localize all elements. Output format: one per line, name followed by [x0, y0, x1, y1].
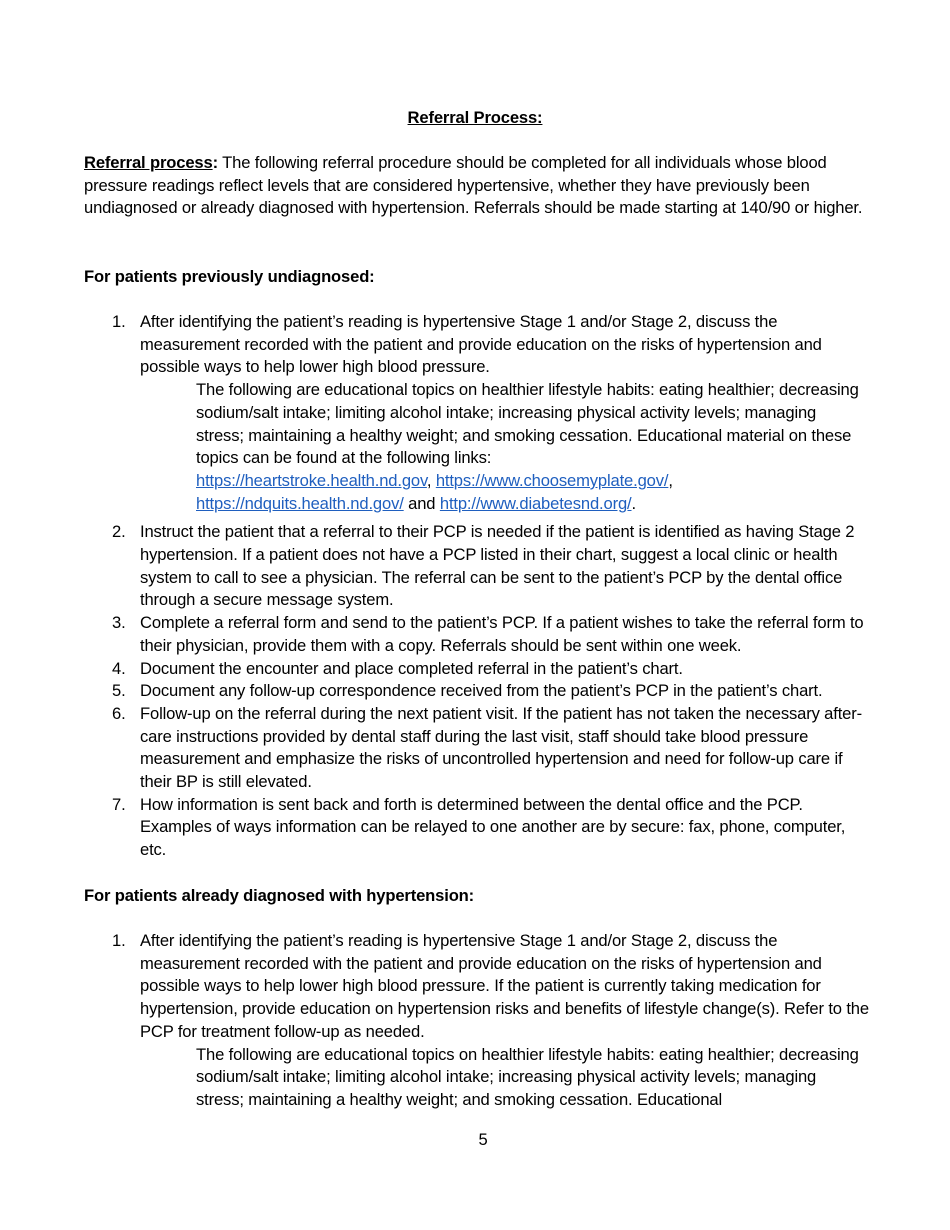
intro-paragraph: [84, 152, 874, 220]
educational-topics-paragraph: The following are educational topics on healthier lifestyle habits: eating healthier; decreasing sodium/salt intake; limiting alcohol intake; increasing physical activity levels; managing stress; maintaining a healthy weight; and smoking cessation. Educational: [196, 1044, 859, 1109]
list-item: 1. After identifying the patient’s reading is hypertensive Stage 1 and/or Stage 2, discuss the measurement recorded with the patient and provide education on the risks of hypertension and possible ways to help lower high blood pressure. The following are educational topics on healthier lifestyle habits: eating healthier; decreasing sodium/salt intake; limiting alcohol intake; increasing physical activity levels; managing stress; maintaining a healthy weight; and smoking cessation. Educational material on these topics can be found at the following links: https://heartstroke.health.nd.gov, https://www.choosemyplate.gov/, https://ndquits.health.nd.gov/ and http://www.diabetesnd.org/.: [112, 311, 872, 515]
list-item: 5. Document any follow-up correspondence received from the patient’s PCP in the patient’s chart.: [112, 681, 823, 701]
educational-topics-paragraph: The following are educational topics on healthier lifestyle habits: eating healthier; decreasing sodium/salt intake; limiting alcohol intake; increasing physical activity levels; managing stress; maintaining a healthy weight; and smoking cessation. Educational material on these topics can be found at the following links: https://heartstroke.health.nd.gov, https://www.choosemyplate.gov/, https://ndquits.health.nd.gov/ and http://www.diabetesnd.org/.: [196, 380, 859, 513]
diagnosed-steps-list: [112, 930, 872, 1112]
list-item: 6. Follow-up on the referral during the next patient visit. If the patient has not taken the necessary after-care instructions provided by dental staff during the last visit, staff should take blood pressure measurement and emphasize the risks of uncontrolled hypertension and need for follow-up care if their BP is still elevated.: [112, 703, 863, 792]
list-item: 4. Document the encounter and place completed referral in the patient’s chart.: [112, 658, 683, 678]
undiagnosed-steps-list: [112, 311, 872, 862]
list-item: 2. Instruct the patient that a referral to their PCP is needed if the patient is identified as having Stage 2 hypertension. If a patient does not have a PCP listed in their chart, suggest a local clinic or health system to call to see a physician. The referral can be sent to the patient’s PCP by the dental office through a secure message system.: [112, 522, 855, 610]
section-heading-diagnosed: For patients already diagnosed with hypertension:: [84, 886, 475, 905]
list-item: 7. How information is sent back and forth is determined between the dental office and the PCP. Examples of ways information can be relayed to one another are by secure: fax, phone, computer, etc.: [112, 794, 846, 860]
intro-lead: Referral process:: [84, 153, 218, 172]
section-heading-undiagnosed: For patients previously undiagnosed:: [84, 267, 375, 286]
link-ndquits[interactable]: https://ndquits.health.nd.gov/: [196, 493, 404, 513]
link-heartstroke[interactable]: https://heartstroke.health.nd.gov: [196, 470, 427, 490]
link-diabetesnd[interactable]: http://www.diabetesnd.org/: [439, 493, 632, 513]
list-item: 3. Complete a referral form and send to the patient’s PCP. If a patient wishes to take the referral form to their physician, provide them with a copy. Referrals should be sent within one week.: [112, 613, 864, 655]
page-title: Referral Process:: [407, 108, 543, 127]
link-choosemyplate[interactable]: https://www.choosemyplate.gov/: [435, 470, 669, 490]
list-item: 1. After identifying the patient’s reading is hypertensive Stage 1 and/or Stage 2, discuss the measurement recorded with the patient and provide education on the risks of hypertension and possible ways to help lower high blood pressure. If the patient is currently taking medication for hypertension, provide education on hypertension risks and benefits of lifestyle change(s). Refer to the PCP for treatment follow-up as needed. The following are educational topics on healthier lifestyle habits: eating healthier; decreasing sodium/salt intake; limiting alcohol intake; increasing physical activity levels; managing stress; maintaining a healthy weight; and smoking cessation. Educational: [112, 930, 872, 1112]
intro-text: The following referral procedure should be completed for all individuals whose blood pressure readings reflect levels that are considered hypertensive, whether they have previously been undiagnosed or already diagnosed with hypertension. Referrals should be made starting at 140/90 or higher.: [84, 153, 863, 218]
intro-lead-label: Referral process: [84, 153, 213, 172]
page-number: 5: [478, 1130, 488, 1149]
